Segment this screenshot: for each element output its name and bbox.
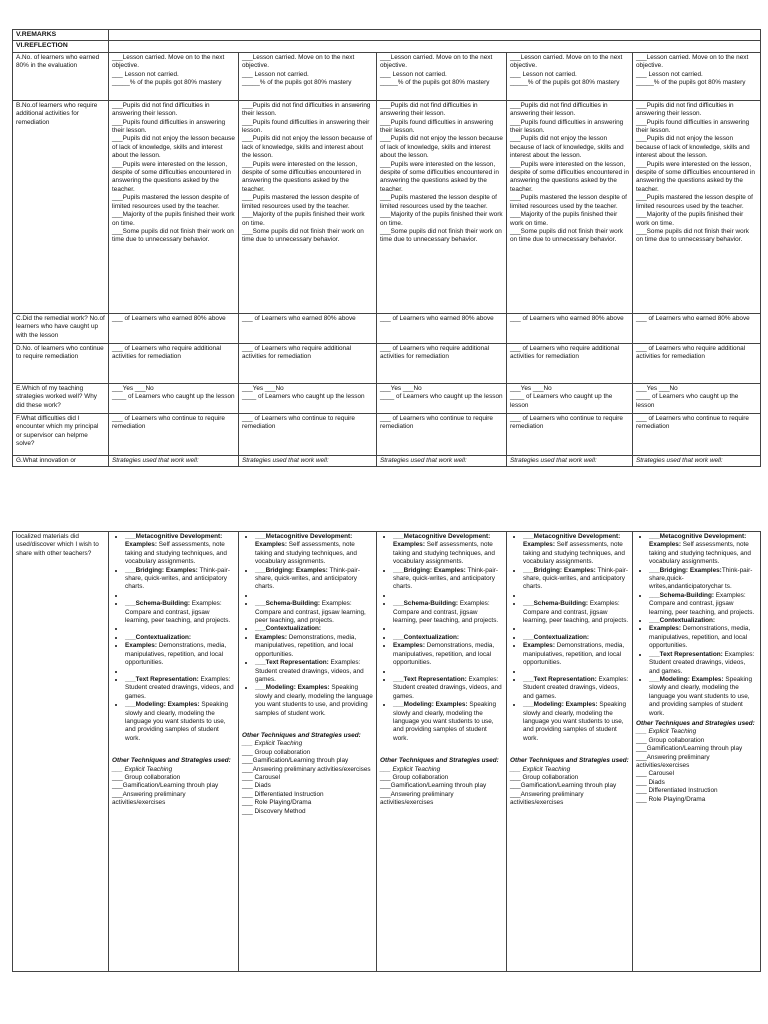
other-item: ___Answering preliminary activities/exercises [380,790,454,807]
row-cell: ___ of Learners who continue to require remediation [377,413,507,455]
other-item: ___Gamification/Learning throuh play [242,757,349,765]
strategy-list [510,533,629,743]
other-item: ___Answering preliminary activities/exercises [242,765,371,773]
other-item: ___Gamification/Learning throuh play [380,782,487,790]
strategies-cell [633,532,761,972]
row-cell: ___ of Learners who require additional activities for remediation [633,343,761,383]
strategy-item: • ___Text Representation: Examples: Student created drawings, videos, and games. [255,659,373,684]
strategy-item: • ___Text Representation: Examples: Student created drawings, videos, and games. [649,651,757,676]
row-label: E.Which of my teaching strategies worked well? Why did these work? [13,383,109,413]
strategy-item-empty [125,668,235,676]
strategy-item: • ___Schema-Building: Examples: Compare and contrast, jigsaw learning, peer teaching, and projects. [125,600,235,625]
other-title: Other Techniques and Strategies used: [510,757,629,765]
strategy-item: • ___Modeling: Examples: Speaking slowly and clearly, modeling the language you want students to use, and providing samples of student work. [393,701,503,743]
strategy-item: • ___Bridging: Examples: Think-pair-share, quick-writes, and anticipatory charts. [393,567,503,592]
strategy-item: • Examples: Demonstrations, media, manipulatives, repetition, and local opportunities. [523,642,629,667]
row-cell: ___Lesson carried. Move on to the next objective. ___ Lesson not carried. _____% of the pupils got 80% mastery [239,52,377,100]
row-cell: ___Lesson carried. Move on to the next objective. ___ Lesson not carried. _____% of the pupils got 80% mastery [377,52,507,100]
strategy-item: • ___Text Representation: Examples: Student created drawings, videos, and games. [523,676,629,701]
row-cell: ___Yes ___No ____ of Learners who caught up the lesson [377,383,507,413]
strategy-item: • ___Bridging: Examples: Think-pair-share, quick-writes, and anticipatory charts. [255,567,373,592]
row-a [13,52,761,100]
strategy-item-empty [523,625,629,633]
other-item: ___ Discovery Method [242,807,306,815]
strategy-item-empty [125,592,235,600]
row-cell: ___ of Learners who require additional activities for remediation [109,343,239,383]
strategy-item-empty [393,592,503,600]
other-item: ___ Explicit Teaching [112,765,173,773]
strategies-cell [507,532,633,972]
other-item: ___ Group collaboration [380,773,449,781]
row-cell: ___ of Learners who earned 80% above [239,313,377,343]
strategy-item: • ___Metacognitive Development: Examples: Self assessments, note taking and studying techniques, and vocabulary assignments. [393,533,503,567]
strategy-item: • Examples: Demonstrations, media, manipulatives, repetition, and local opportunities. [649,625,757,650]
remarks-cell [109,30,761,41]
row-cell: ___Yes ___No ____ of Learners who caught up the lesson [507,383,633,413]
other-item: ___ Role Playing/Drama [636,795,706,803]
strategy-item: • ___Contextualization: [255,625,373,633]
other-item: ___ Explicit Teaching [380,765,441,773]
other-list [112,766,235,808]
other-list [510,766,629,808]
innovation-table [12,531,761,972]
other-item: ___ Explicit Teaching [636,728,697,736]
strategy-item: • ___Modeling: Examples: Speaking slowly and clearly, modeling the language you want students to use, and providing samples of student work. [255,684,373,718]
other-item: ___ Diads [242,782,271,790]
reflection-cell [109,41,761,52]
row-c [13,313,761,343]
row-cell: ___ of Learners who require additional activities for remediation [239,343,377,383]
other-item: ___Answering preliminary activities/exercises [636,753,710,769]
strategy-item: • ___Schema-Building: Examples: Compare and contrast, jigsaw learning, peer teaching, and projects. [649,592,757,617]
strategy-list [242,533,373,718]
other-item: ___ Group collaboration [242,748,311,756]
row-cell: ___Yes ___No ____ of Learners who caught up the lesson [633,383,761,413]
other-list [242,740,373,816]
strategy-item-empty [393,625,503,633]
strategy-item: • ___Contextualization: [523,634,629,642]
row-cell: ___ of Learners who continue to require remediation [239,413,377,455]
other-item: ___Gamification/Learning throuh play [112,782,219,790]
other-list [380,766,503,808]
row-cell: ___Pupils did not find difficulties in answering their lesson. ___Pupils found difficulties in answering their lesson. ___Pupils did not enjoy the lesson because of lack of knowledge, skills and interest about the lesson. ___Pupils were interested on the lesson, despite of some difficulties encountered in answering the questions asked by the teacher. ___Pupils mastered the lesson despite of limited resources used by the teacher. ___Majority of the pupils finished their work on time. ___Some pupils did not finish their work on time due to unnecessary behavior. [507,100,633,313]
row-e [13,383,761,413]
strategy-item: • ___Contextualization: [393,634,503,642]
row-label: G.What innovation or [13,455,109,466]
other-item: ___Answering preliminary activities/exercises [112,790,186,807]
row-cell: Strategies used that work well: [239,455,377,466]
strategy-item: • ___Text Representation: Examples: Student created drawings, videos, and games. [125,676,235,701]
strategy-item: • ___Modeling: Examples: Speaking slowly and clearly, modeling the language you want students to use, and providing samples of student work. [523,701,629,743]
row-cell: ___Yes ___No ____ of Learners who caught up the lesson [109,383,239,413]
other-title: Other Techniques and Strategies used: [242,731,361,739]
strategy-item: • ___Metacognitive Development: Examples: Self assessments, note taking and studying techniques, and vocabulary assignments. [125,533,235,567]
other-item: ___ Group collaboration [112,773,181,781]
row-d [13,343,761,383]
innovation-label: localized materials did used/discover which I wish to share with other teachers? [13,532,109,972]
row-label: B.No.of learners who require additional activities for remediation [13,100,109,313]
strategies-cell [109,532,239,972]
strategy-item-empty [255,592,373,600]
row-label: A.No. of learners who earned 80% in the evaluation [13,52,109,100]
remarks-label: V.REMARKS [13,30,109,41]
other-item: ___ Carousel [242,773,281,781]
strategy-item-empty [393,668,503,676]
row-cell: ___Pupils did not find difficulties in answering their lesson. ___Pupils found difficulties in answering their lesson. ___Pupils did not enjoy the lesson because of lack of knowledge, skills and interest about the lesson. ___Pupils were interested on the lesson, despite of some difficulties encountered in answering the questions asked by the teacher. ___Pupils mastered the lesson despite of limited resources used by the teacher. ___Majority of the pupils finished their work on time. ___Some pupils did not finish their work on time due to unnecessary behavior. [109,100,239,313]
row-label: C.Did the remedial work? No.of learners who have caught up with the lesson [13,313,109,343]
row-cell: ___ of Learners who continue to require remediation [507,413,633,455]
strategy-item: • ___Modeling: Examples: Speaking slowly and clearly, modeling the language you want students to use, and providing samples of student work. [649,676,757,718]
row-f [13,413,761,455]
strategy-item: • Examples: Demonstrations, media, manipulatives, repetition, and local opportunities. [393,642,503,667]
other-item: ___ Group collaboration [636,736,705,744]
other-item: ___ Diads [636,778,665,786]
strategy-item: • ___Bridging: Examples: Think-pair-share, quick-writes, and anticipatory charts. [523,567,629,592]
row-cell: ___ of Learners who earned 80% above [109,313,239,343]
row-cell: ___ of Learners who earned 80% above [377,313,507,343]
row-cell: Strategies used that work well: [109,455,239,466]
other-item: ___ Group collaboration [510,773,579,781]
row-cell: ___Pupils did not find difficulties in answering their lesson. ___Pupils found difficulties in answering their lesson. ___Pupils did not enjoy the lesson because of lack of knowledge, skills and interest about the lesson. ___Pupils were interested on the lesson, despite of some difficulties encountered in answering the questions asked by the teacher. ___Pupils mastered the lesson despite of limited resources used by the teacher. ___Majority of the pupils finished their work on time. ___Some pupils did not finish their work on time due to unnecessary behavior. [377,100,507,313]
row-cell: ___Yes ___No ____ of Learners who caught up the lesson [239,383,377,413]
row-cell: ___ of Learners who continue to require remediation [633,413,761,455]
strategy-item: • ___Modeling: Examples: Speaking slowly and clearly, modeling the language you want students to use, and providing samples of student work. [125,701,235,743]
strategy-list [380,533,503,743]
strategy-item: • ___Schema-Building: Examples: Compare and contrast, jigsaw learning, peer teaching, and projects. [255,600,373,625]
strategy-item: • ___Contextualization: [125,634,235,642]
strategy-item: • Examples: Demonstrations, media, manipulatives, repetition, and local opportunities. [125,642,235,667]
strategy-item: • ___Schema-Building: Examples: Compare and contrast, jigsaw learning, peer teaching, and projects. [393,600,503,625]
strategy-item: • ___Metacognitive Development: Examples: Self assessments, note taking and studying techniques, and vocabulary assignments. [255,533,373,567]
row-cell: Strategies used that work well: [377,455,507,466]
other-title: Other Techniques and Strategies used: [380,757,499,765]
row-cell: ___Lesson carried. Move on to the next objective. ___ Lesson not carried. _____% of the pupils got 80% mastery [633,52,761,100]
other-item: ___Gamification/Learning throuh play [510,782,617,790]
other-item: ___ Carousel [636,770,675,778]
row-g [13,455,761,466]
row-cell: ___ of Learners who require additional activities for remediation [377,343,507,383]
row-label: D.No. of learners who continue to require remediation [13,343,109,383]
strategy-item: • ___Metacognitive Development: Examples: Self assessments, note taking and studying techniques, and vocabulary assignments. [649,533,757,567]
strategy-list [636,533,757,718]
strategy-item: • ___Bridging: Examples: Think-pair-share, quick-writes, and anticipatory charts. [125,567,235,592]
row-cell: Strategies used that work well: [633,455,761,466]
other-title: Other Techniques and Strategies used: [636,719,755,727]
reflection-table [12,29,761,467]
row-cell: Strategies used that work well: [507,455,633,466]
strategy-item: • ___Schema-Building: Examples: Compare and contrast, jigsaw learning, peer teaching, and projects. [523,600,629,625]
other-item: ___Answering preliminary activities/exercises [510,790,584,807]
other-item: ___ Role Playing/Drama [242,799,312,807]
other-item: ___ Explicit Teaching [242,740,303,748]
strategy-item-empty [523,668,629,676]
other-item: ___ Explicit Teaching [510,765,571,773]
other-item: ___ Differentiated Instruction [636,787,718,795]
other-list [636,728,757,804]
row-cell: ___ of Learners who continue to require remediation [109,413,239,455]
strategy-item: • ___Text Representation: Examples: Student created drawings, videos, and games. [393,676,503,701]
other-title: Other Techniques and Strategies used: [112,757,231,765]
strategies-cell [239,532,377,972]
reflection-label: VI.REFLECTION [13,41,109,52]
strategy-list [112,533,235,743]
strategy-item: • Examples: Demonstrations, media, manipulatives, repetition, and local opportunities. [255,634,373,659]
strategy-item-empty [523,592,629,600]
row-cell: ___Pupils did not find difficulties in answering their lesson. ___Pupils found difficulties in answering their lesson. ___Pupils did not enjoy the lesson because of lack of knowledge, skills and interest about the lesson. ___Pupils were interested on the lesson, despite of some difficulties encountered in answering the questions asked by the teacher. ___Pupils mastered the lesson despite of limited resources used by the teacher. ___Majority of the pupils finished their work on time. ___Some pupils did not finish their work on time due to unnecessary behavior. [633,100,761,313]
strategies-cell [377,532,507,972]
row-cell: ___ of Learners who earned 80% above [633,313,761,343]
strategy-item: • ___Metacognitive Development: Examples: Self assessments, note taking and studying techniques, and vocabulary assignments. [523,533,629,567]
strategy-item-empty [125,625,235,633]
row-label: F.What difficulties did I encounter which my principal or supervisor can helpme solve? [13,413,109,455]
strategy-item: • ___Bridging: Examples:Think-pair-share,quick-writes,andanticipatorychar ts. [649,567,757,592]
row-b [13,100,761,313]
row-cell: ___Lesson carried. Move on to the next objective. ___ Lesson not carried. _____% of the pupils got 80% mastery [109,52,239,100]
row-cell: ___ of Learners who earned 80% above [507,313,633,343]
other-item: ___ Differentiated Instruction [242,790,324,798]
row-cell: ___Lesson carried. Move on to the next objective. ___ Lesson not carried. _____% of the pupils got 80% mastery [507,52,633,100]
row-cell: ___ of Learners who require additional activities for remediation [507,343,633,383]
strategy-item: • ___Contextualization: [649,617,757,625]
row-cell: ___Pupils did not find difficulties in answering their lesson. ___Pupils found difficulties in answering their lesson. ___Pupils did not enjoy the lesson because of lack of knowledge, skills and interest about the lesson. ___Pupils were interested on the lesson, despite of some difficulties encountered in answering the questions asked by the teacher. ___Pupils mastered the lesson despite of limited resources used by the teacher. ___Majority of the pupils finished their work on time. ___Some pupils did not finish their work on time due to unnecessary behavior. [239,100,377,313]
other-item: ___Gamification/Learning throuh play [636,745,743,753]
